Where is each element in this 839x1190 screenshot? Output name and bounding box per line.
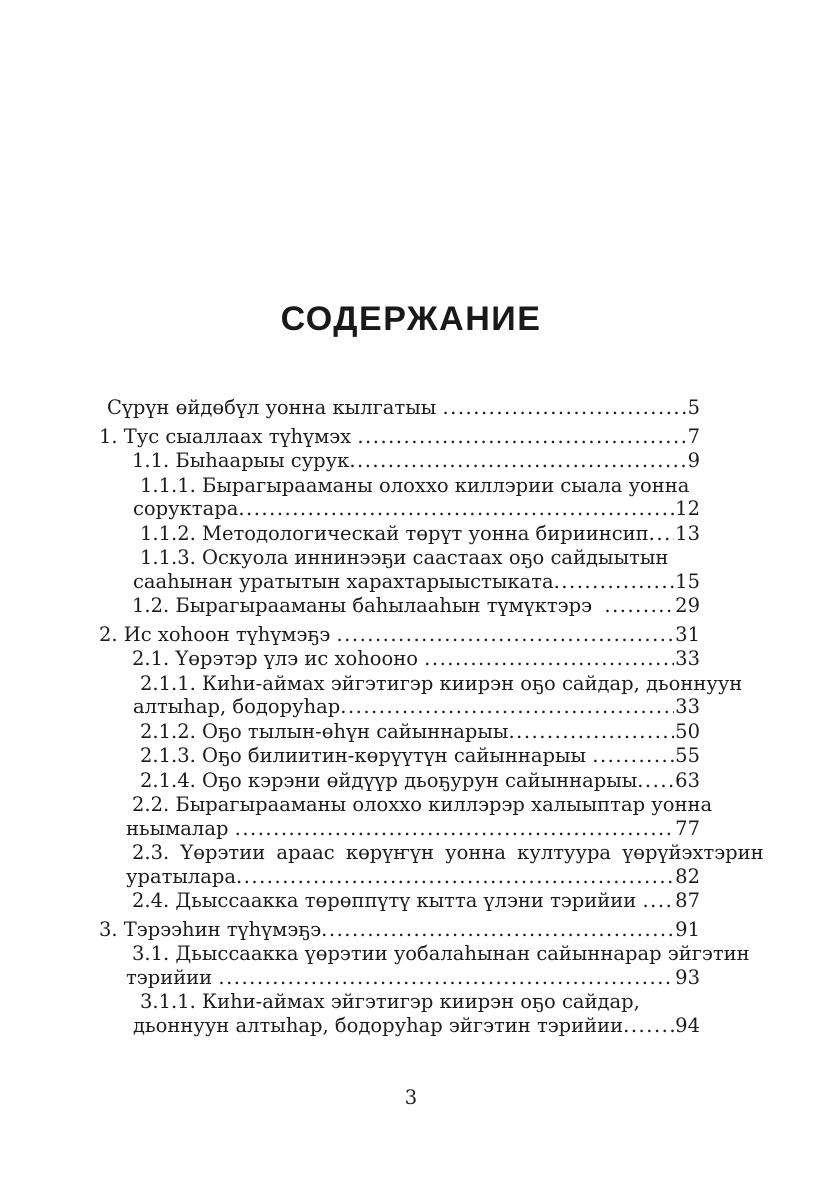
toc-page-number: 9: [687, 449, 700, 472]
toc-entry-line: [99, 497, 700, 521]
dot-leader: [442, 396, 686, 420]
dot-leader: [424, 647, 674, 671]
toc-entry: [99, 769, 700, 793]
toc-page-number: 55: [675, 744, 700, 767]
dot-leader: [357, 425, 686, 449]
toc-page-number: 91: [675, 917, 700, 941]
dot-leader: [604, 594, 674, 618]
toc-entry-line: [99, 720, 700, 744]
toc-entry-line: [99, 817, 700, 841]
toc-entry-line: 3.1.1. Киһи-аймах эйгэтигэр киирэн оҕо сайдар,: [140, 990, 640, 1013]
toc-page-number: 31: [675, 622, 700, 646]
toc-entry-line: [99, 522, 700, 546]
dot-leader: [554, 570, 675, 594]
toc-entry: [99, 594, 700, 618]
toc-entry-text: 2. Ис хоһоон түһүмэҕэ: [99, 622, 337, 646]
toc-page-number: 94: [675, 1013, 700, 1037]
toc-entry: [99, 449, 700, 473]
toc-entry: [99, 720, 700, 744]
toc-entry-text: ньымалар: [126, 816, 235, 840]
toc-entry: [99, 889, 700, 913]
toc-entry: [99, 623, 700, 647]
dot-leader: [235, 817, 675, 841]
toc-entry-line: [99, 918, 700, 942]
page-title: СОДЕРЖАНИЕ: [280, 300, 542, 338]
toc-entry-text: тэрийии: [126, 965, 219, 989]
toc-entry-text: 2.1.2. Оҕо тылын-өһүн сайыннарыы: [140, 719, 509, 743]
toc-entry: [99, 474, 700, 521]
toc-entry-text: 2.1.3. Оҕо билиитин-көрүүтүн сайыннарыы: [140, 744, 593, 767]
dot-leader: [637, 769, 674, 793]
toc-entry-line: [99, 769, 700, 793]
toc-entry: [99, 522, 700, 546]
toc-entry-text: 1.1. Быһаарыы сурук: [132, 449, 350, 472]
dot-leader: [336, 623, 674, 647]
toc-page-number: 93: [675, 965, 700, 989]
toc-entry: [99, 425, 700, 449]
dot-leader: [238, 497, 674, 521]
toc-entry-text: Сүрүн өйдөбүл уонна кылгатыы: [107, 396, 443, 419]
toc-entry-line: 3.1. Дьыссаакка үөрэтии уобалаһынан сайыннарар эйгэтин: [132, 942, 750, 965]
footer-page-number: 3: [404, 1086, 418, 1109]
toc-entry-text: 1.2. Бырагырааманы баһылааһын түмүктэрэ: [132, 594, 605, 617]
toc-entry: [99, 918, 700, 942]
dot-leader: [623, 1014, 674, 1038]
toc-entry-text: 2.1.4. Оҕо кэрэни өйдүүр дьоҕурун сайыннарыы: [140, 768, 638, 792]
toc-entry: [99, 990, 700, 1037]
toc-entry: [99, 396, 700, 420]
toc-entry-line: 1.1.3. Оскуола иннинээҕи саастаах оҕо сайдыытын: [140, 546, 669, 569]
toc-entry-line: [99, 1014, 700, 1038]
toc-entry-text: 3. Тэрээһин түһүмэҕэ: [99, 917, 322, 941]
toc-entry-text: дьоннуун алтыһар, бодоруһар эйгэтин тэрийии: [133, 1013, 624, 1037]
toc-entry-line: [99, 744, 700, 768]
dot-leader: [349, 449, 686, 473]
toc-entry-text: 1. Тус сыаллаах түһүмэх: [99, 424, 358, 448]
toc-entry-text: 1.1.2. Методологическай төрүт уонна бириинсип: [140, 521, 649, 545]
toc-page-number: 33: [675, 695, 700, 718]
toc-entry-text: соруктара: [133, 497, 239, 520]
toc-entry: [99, 793, 713, 840]
toc-entry-line: 1.1.1. Бырагырааманы олоххо киллэрии сыала уонна: [140, 473, 690, 497]
toc-page-number: 12: [675, 497, 700, 520]
dot-leader: [642, 889, 674, 913]
toc-entry-line: [99, 449, 700, 473]
toc-entry-line: [99, 889, 700, 913]
dot-leader: [340, 695, 674, 719]
toc-list: [99, 396, 764, 1037]
toc-page-number: 82: [675, 864, 700, 888]
toc-page-number: 77: [675, 816, 700, 840]
toc-entry-text: алтыһар, бодоруһар: [133, 695, 341, 718]
toc-page-number: 33: [675, 647, 700, 670]
toc-entry-line: [99, 865, 700, 889]
toc-page-number: 5: [687, 396, 700, 419]
dot-leader: [592, 744, 674, 768]
dot-leader: [321, 918, 674, 942]
toc-entry-text: сааһынан уратытын харахтарыыстыката: [133, 569, 554, 593]
toc-page-number: 7: [687, 424, 700, 448]
toc-entry-line: [99, 647, 700, 671]
toc-page-number: 29: [675, 594, 700, 617]
toc-page-number: 13: [675, 521, 700, 545]
toc-entry: [99, 647, 700, 671]
toc-entry-line: [99, 570, 700, 594]
toc-entry-line: [99, 594, 700, 618]
toc-entry-line: 2.3. Үөрэтии араас көрүҥүн уонна култуура үөрүйэхтэрин: [132, 841, 764, 864]
dot-leader: [236, 865, 674, 889]
toc-entry-line: 2.1.1. Киһи-аймах эйгэтигэр киирэн оҕо сайдар, дьоннуун: [140, 671, 743, 695]
toc-entry-text: уратылара: [126, 864, 237, 888]
dot-leader: [649, 522, 675, 546]
toc-entry-line: [99, 425, 700, 449]
toc-page-number: 87: [675, 889, 700, 912]
toc-entry-line: [99, 695, 700, 719]
toc-entry-line: [99, 623, 700, 647]
toc-entry-line: 2.2. Бырагырааманы олоххо киллэрэр халыыптар уонна: [132, 793, 713, 816]
toc-entry-text: 2.1. Үөрэтэр үлэ ис хоһооно: [132, 647, 425, 670]
dot-leader: [218, 966, 674, 990]
toc-entry: [99, 942, 750, 989]
toc-entry: [99, 671, 743, 719]
toc-entry-line: [99, 966, 700, 990]
toc-page-number: 15: [675, 569, 700, 593]
toc-entry-text: 2.4. Дьыссаакка төрөппүтү кытта үлэни тэрийии: [132, 889, 643, 912]
toc-entry: [99, 841, 764, 888]
dot-leader: [508, 720, 674, 744]
toc-page-number: 50: [675, 719, 700, 743]
toc-entry-line: [99, 396, 700, 420]
toc-entry: [99, 744, 700, 768]
toc-page-number: 63: [675, 768, 700, 792]
toc-entry: [99, 546, 700, 593]
